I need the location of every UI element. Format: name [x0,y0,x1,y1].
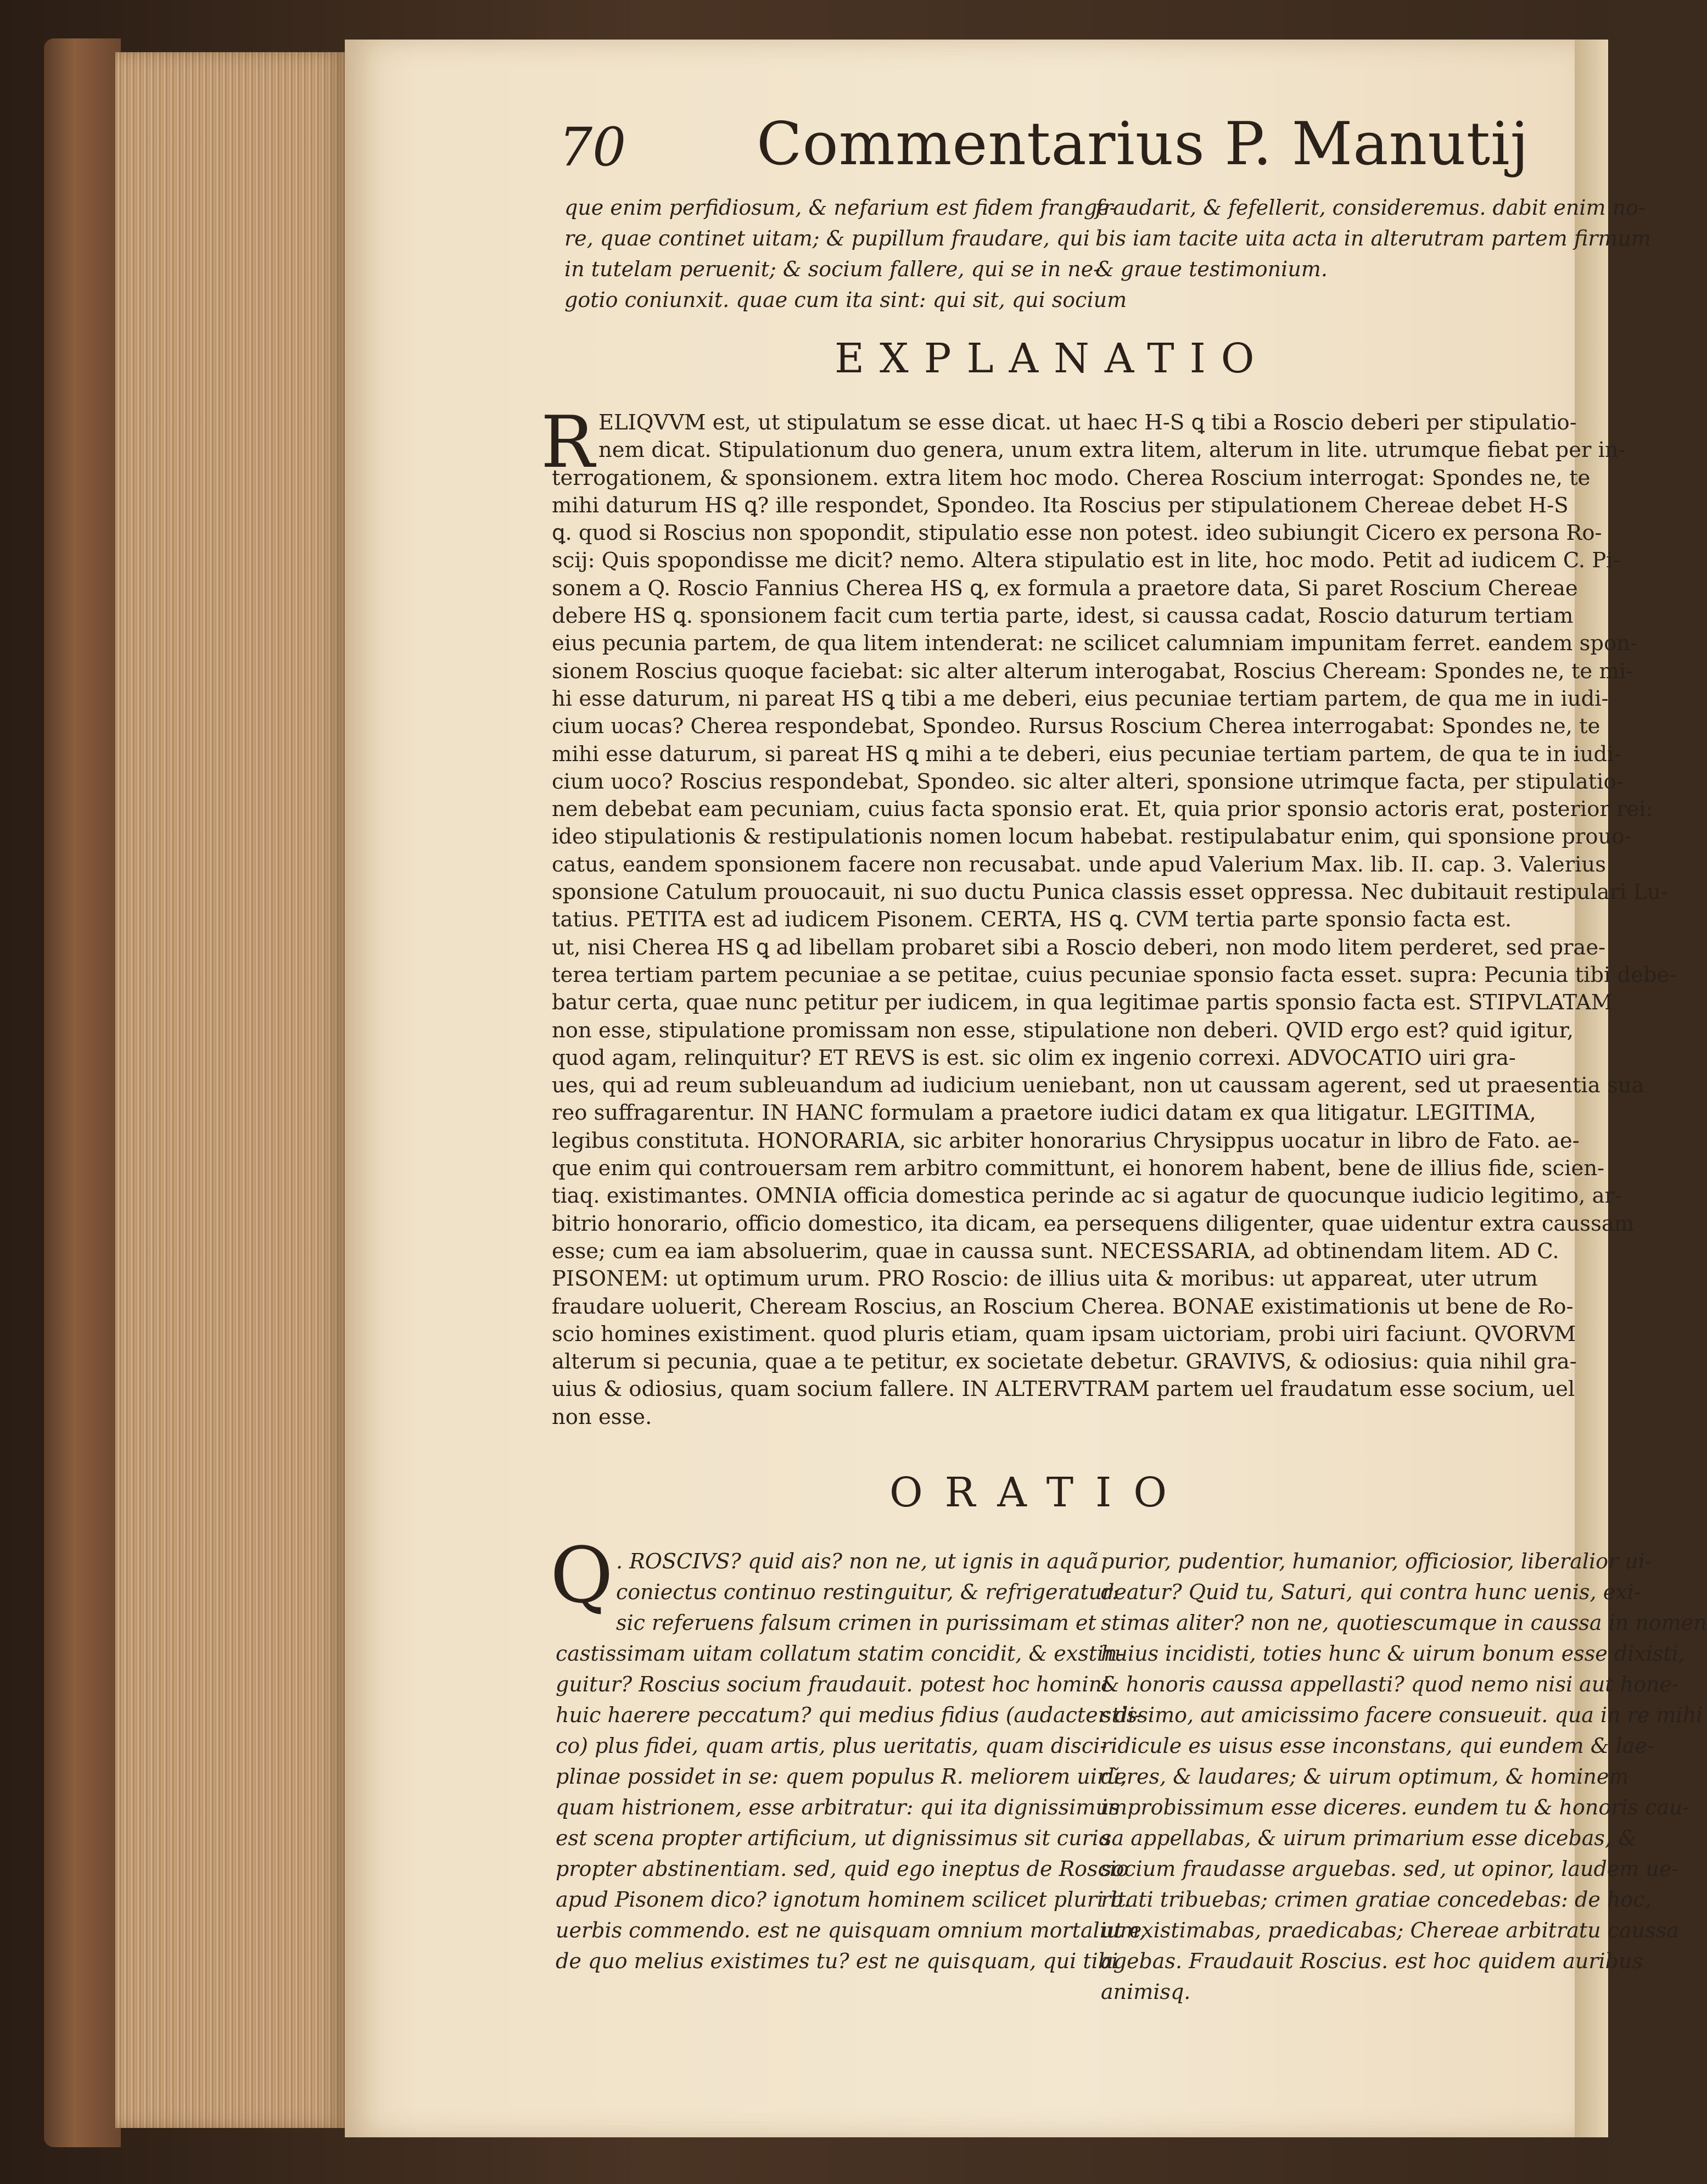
text-line: coniectus continuo restinguitur, & refrigeratur: [616,1580,1120,1604]
text-line: cium uoco? Roscius respondebat, Spondeo. sic alter alteri, sponsione utrimque facta, per stipulatio- [552,769,1624,794]
text-line: co) plus fidei, quam artis, plus ueritatis, quam disci- [556,1734,1107,1758]
text-line: uius & odiosius, quam socium fallere. IN ALTERVTRAM partem uel fraudatum esse socium, uel [552,1377,1575,1402]
text-line: castissimam uitam collatum statim concidit, & exstin- [556,1641,1124,1666]
top-text-left-column [564,192,1127,315]
text-line: . ROSCIVS? quid ais? non ne, ut ignis in aquã [616,1549,1099,1573]
text-line: ut, nisi Cherea HS ꝗ ad libellam probaret sibi a Roscio deberi, non modo litem perderet, sed prae- [552,935,1606,960]
text-line: huic haerere peccatum? qui medius fidius (audacter di- [556,1703,1142,1727]
book-binding [44,38,121,2147]
text-line: catus, eandem sponsionem facere non recusabat. unde apud Valerium Max. lib. II. cap. 3. Valerius [552,852,1606,877]
text-line: hi esse daturum, ni pareat HS ꝗ tibi a me deberi, eius pecuniae tertiam partem, de qua me in iudi- [552,686,1609,711]
text-line: quod agam, relinquitur? ET REVS is est. sic olim ex ingenio correxi. ADVOCATIO uiri gra- [552,1045,1516,1070]
oratio-drop-cap: Q [550,1531,613,1621]
oratio-left-column [556,1546,1146,1976]
text-line: sic referuens falsum crimen in purissimam et [616,1611,1096,1635]
text-line: mihi daturum HS ꝗ? ille respondet, Spondeo. Ita Roscius per stipulationem Chereae debet H-S [552,493,1569,518]
text-line: huius incidisti, toties hunc & uirum bonum esse dixisti, [1101,1641,1685,1666]
text-line: batur certa, quae nunc petitur per iudicem, in qua legitimae partis sponsio facta est. STIPVLATAM [552,990,1613,1015]
text-line: PISONEM: ut optimum urum. PRO Roscio: de illius uita & moribus: ut appareat, uter utrum [552,1266,1538,1292]
oratio-right-column [1101,1546,1707,2007]
text-line: ꝗ. quod si Roscius non spopondit, stipulatio esse non potest. ideo subiungit Cicero ex persona Ro- [552,521,1602,546]
text-line: fraudarit, & fefellerit, consideremus. dabit enim no- [1095,196,1646,220]
text-line: sionem Roscius quoque faciebat: sic alter alterum interogabat, Roscius Cheream: Spondes ne, te mi- [552,658,1633,684]
text-line: deres, & laudares; & uirum optimum, & hominem [1101,1764,1629,1789]
text-line: & graue testimonium. [1095,257,1328,281]
oratio-heading: ORATIO [889,1469,1189,1516]
text-line: deatur? Quid tu, Saturi, qui contra hunc uenis, exi- [1101,1580,1641,1604]
text-line: in tutelam peruenit; & socium fallere, qui se in ne- [564,257,1101,281]
text-line: non esse, stipulatione promissam non esse, stipulatione non deberi. QVID ergo est? quid igitur, [552,1018,1574,1043]
text-line: legibus constituta. HONORARIA, sic arbiter honorarius Chrysippus uocatur in libro de Fato. ae- [552,1128,1580,1153]
page-number: 70 [559,116,626,178]
text-line: propter abstinentiam. sed, quid ego ineptus de Roscio [556,1857,1129,1881]
text-line: sponsione Catulum prouocauit, ni suo ductu Punica classis esset oppressa. Nec dubitauit restipulari Lu- [552,880,1668,905]
text-line: ues, qui ad reum subleuandum ad iudicium ueniebant, non ut caussam agerent, sed ut praesentia sua [552,1073,1644,1098]
text-line: ritati tribuebas; crimen gratiae concedebas: de hoc, [1101,1887,1652,1912]
text-line: tatius. PETITA est ad iudicem Pisonem. CERTA, HS ꝗ. CVM tertia parte sponsio facta est. [552,907,1512,932]
text-line: & honoris caussa appellasti? quod nemo nisi aut hone- [1101,1672,1679,1696]
text-line: ut existimabas, praedicabas; Chereae arbitratu caussa [1101,1918,1679,1942]
text-line: ridicule es uisus esse inconstans, qui eundem & lae- [1101,1734,1654,1758]
text-line: scij: Quis spopondisse me dicit? nemo. Altera stipulatio est in lite, hoc modo. Petit ad iudicem C. Pi- [552,548,1620,573]
text-line: cium uocas? Cherea respondebat, Spondeo. Rursus Roscium Cherea interrogabat: Spondes ne, te [552,714,1600,739]
text-line: ideo stipulationis & restipulationis nomen locum habebat. restipulabatur enim, qui sponsione prouo- [552,824,1632,850]
text-line: gotio coniunxit. quae cum ita sint: qui sit, qui socium [564,288,1127,312]
text-line: bitrio honorario, officio domestico, ita dicam, ea persequens diligenter, quae uidentur extra caussam [552,1211,1635,1236]
page-edges [115,52,346,2128]
text-line: alterum si pecunia, quae a te petitur, ex societate debetur. GRAVIVS, & odiosius: quia nihil gra- [552,1349,1577,1375]
text-line: terrogationem, & sponsionem. extra litem hoc modo. Cherea Roscium interrogat: Spondes ne, te [552,465,1591,490]
text-line: quam histrionem, esse arbitratur: qui ita dignissimus [556,1795,1120,1819]
text-line: re, quae continet uitam; & pupillum fraudare, qui [564,226,1090,250]
text-line: plinae possidet in se: quem populus R. meliorem uirũ, [556,1764,1127,1789]
text-line: tiaq. existimantes. OMNIA officia domestica perinde ac si agatur de quocunque iudicio legitimo, ar- [552,1183,1622,1209]
text-line: eius pecunia partem, de qua litem intenderat: ne scilicet calumniam impunitam ferret. eandem spon- [552,631,1638,656]
text-line: bis iam tacite uita acta in alterutram partem firmum [1095,226,1651,250]
text-line: ELIQVVM est, ut stipulatum se esse dicat. ut haec H-S ꝗ tibi a Roscio deberi per stipulatio- [598,410,1577,435]
text-line: fraudare uoluerit, Cheream Roscius, an Roscium Cherea. BONAE existimationis ut bene de Ro- [552,1294,1574,1319]
explanatio-heading: EXPLANATIO [835,335,1270,382]
text-line: stimas aliter? non ne, quotiescumque in caussa in nomen [1101,1611,1707,1635]
text-line: sonem a Q. Roscio Fannius Cherea HS ꝗ, ex formula a praetore data, Si paret Roscium Chereae [552,576,1578,601]
text-line: de quo melius existimes tu? est ne quisquam, qui tibi [556,1949,1118,1973]
text-line: que enim perfidiosum, & nefarium est fidem frange- [564,196,1117,220]
text-line: est scena propter artificium, ut dignissimus sit curia [556,1826,1111,1850]
text-line: esse; cum ea iam absoluerim, quae in caussa sunt. NECESSARIA, ad obtinendam litem. AD C. [552,1238,1559,1264]
text-line: debere HS ꝗ. sponsionem facit cum tertia parte, idest, si caussa cadat, Roscio daturum tertiam [552,604,1574,629]
text-line: terea tertiam partem pecuniae a se petitae, cuius pecuniae sponsio facta esset. supra: Pecunia tibi debe- [552,962,1677,987]
text-line: reo suffragarentur. IN HANC formulam a praetore iudici datam ex qua litigatur. LEGITIMA, [552,1101,1536,1126]
text-line: scio homines existiment. quod pluris etiam, quam ipsam uictoriam, probi uiri faciunt. QVORVM [552,1321,1576,1347]
text-line: stissimo, aut amicissimo facere consueuit. qua in re mihi [1101,1703,1703,1727]
text-line: sa appellabas, & uirum primarium esse dicebas, & [1101,1826,1637,1850]
text-line: non esse. [552,1404,652,1429]
text-line: nem debebat eam pecuniam, cuius facta sponsio erat. Et, quia prior sponsio actoris erat, posterior rei: [552,797,1653,822]
text-line: agebas. Fraudauit Roscius. est hoc quidem auribus [1101,1949,1643,1973]
text-line: guitur? Roscius socium fraudauit. potest hoc homini [556,1672,1109,1696]
text-line: nem dicat. Stipulationum duo genera, unum extra litem, alterum in lite. utrumque fiebat per in- [598,438,1626,463]
text-line: que enim qui controuersam rem arbitro committunt, ei honorem habent, bene de illius fide, scien- [552,1156,1605,1181]
text-line: uerbis commendo. est ne quisquam omnium mortalium, [556,1918,1146,1942]
text-line: purior, pudentior, humanior, officiosior, liberalior ui- [1101,1549,1652,1573]
explanatio-drop-cap: R [541,400,595,484]
text-line: socium fraudasse arguebas. sed, ut opinor, laudem ue- [1101,1857,1679,1881]
text-line: animisq. [1101,1980,1191,2004]
text-line: mihi esse daturum, si pareat HS ꝗ mihi a te deberi, eius pecuniae tertiam partem, de qua te in iudi- [552,741,1621,767]
running-title: Commentarius P. Manutij [757,110,1530,178]
text-line: apud Pisonem dico? ignotum hominem scilicet pluri b. [556,1887,1130,1912]
top-text-right-column [1095,192,1651,284]
explanatio-body [552,409,1676,1431]
text-line: improbissimum esse diceres. eundem tu & honoris cau- [1101,1795,1690,1819]
